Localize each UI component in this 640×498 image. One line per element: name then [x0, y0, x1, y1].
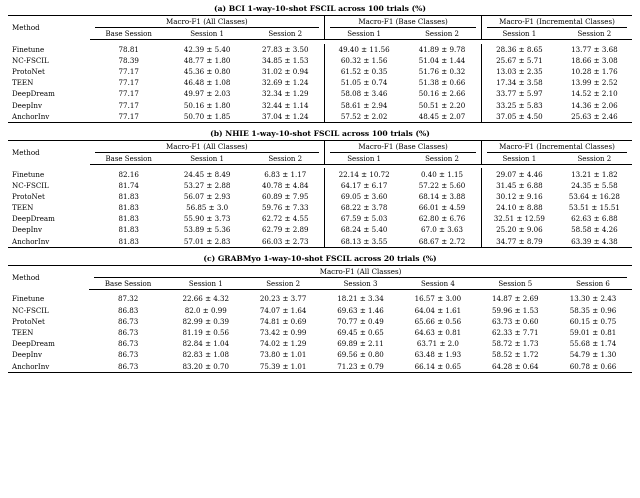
- cell: 13.77 ± 3.68: [571, 44, 618, 54]
- col-header-base-session-2: Session 2: [403, 154, 481, 165]
- table-row: [8, 168, 632, 179]
- cell: 49.40 ± 11.56: [325, 44, 403, 55]
- cell: 74.02 ± 1.29: [259, 339, 307, 349]
- cell: 58.52 ± 1.72: [492, 350, 539, 360]
- table-row: [8, 77, 632, 88]
- cell: 66.14 ± 0.65: [399, 360, 476, 372]
- row-method: NC-FSCIL: [12, 55, 49, 65]
- cell: 70.77 ± 0.49: [337, 316, 384, 326]
- cell: 68.22 ± 3.78: [325, 202, 403, 213]
- col-header-session-1: Session 1: [167, 279, 244, 290]
- col-header-session-2: Session 2: [246, 154, 324, 165]
- cell: 48.77 ± 1.80: [183, 55, 231, 65]
- table-row: [8, 236, 632, 248]
- cell: 22.66 ± 4.32: [182, 294, 230, 304]
- table-row: [8, 305, 632, 316]
- cell: 13.99 ± 2.52: [571, 78, 618, 88]
- cell: 54.79 ± 1.30: [569, 350, 617, 360]
- cell: 32.34 ± 1.29: [261, 89, 309, 99]
- cell: 46.48 ± 1.08: [183, 78, 231, 88]
- cell: 63.73 ± 0.60: [492, 316, 539, 326]
- col-header-base-session: Base Session: [90, 29, 168, 40]
- cell: 63.39 ± 4.38: [557, 236, 632, 248]
- table-row: [8, 180, 632, 191]
- cell: 73.42 ± 0.99: [259, 327, 307, 337]
- cell: 14.52 ± 2.10: [571, 89, 618, 99]
- cell: 69.63 ± 1.46: [337, 305, 384, 315]
- cell: 56.07 ± 2.93: [183, 191, 231, 201]
- row-method: Finetune: [12, 44, 45, 54]
- cell: 17.34 ± 3.58: [481, 77, 556, 88]
- cell: 63.48 ± 1.93: [414, 350, 462, 360]
- cell: 58.58 ± 4.26: [571, 225, 618, 235]
- cell: 13.03 ± 2.35: [481, 66, 556, 77]
- cell: 33.77 ± 5.97: [481, 88, 556, 99]
- cell: 49.97 ± 2.03: [183, 89, 231, 99]
- row-method: AnchorInv: [8, 236, 90, 248]
- cell: 82.0 ± 0.99: [184, 305, 227, 315]
- cell: 24.45 ± 8.49: [183, 169, 231, 179]
- cell: 32.69 ± 1.24: [261, 78, 309, 88]
- col-header-inc-session-2: Session 2: [557, 29, 632, 40]
- col-header-method: Method: [8, 16, 90, 40]
- col-header-session-2: Session 2: [244, 279, 321, 290]
- table-row: [8, 202, 632, 213]
- cell: 28.36 ± 8.65: [481, 44, 556, 55]
- row-method: DeepDream: [12, 89, 55, 99]
- table-row: [8, 191, 632, 202]
- cell: 58.61 ± 2.94: [325, 100, 403, 111]
- table-row: [8, 327, 632, 338]
- table-a-group-header: [8, 16, 632, 30]
- cell: 51.04 ± 1.44: [418, 55, 466, 65]
- cell: 68.24 ± 5.40: [325, 224, 403, 235]
- cell: 86.83: [117, 305, 139, 315]
- cell: 69.89 ± 2.11: [337, 339, 384, 349]
- cell: 41.89 ± 9.78: [418, 44, 466, 54]
- cell: 64.63 ± 0.81: [414, 327, 462, 337]
- cell: 18.66 ± 3.08: [571, 55, 618, 65]
- cell: 51.76 ± 0.32: [418, 67, 466, 77]
- table-block-c: [8, 254, 632, 373]
- results-table-b: [8, 140, 632, 248]
- table-c-sub-header: [8, 279, 632, 290]
- cell: 62.33 ± 7.71: [492, 327, 539, 337]
- cell: 75.39 ± 1.01: [244, 360, 321, 372]
- col-header-base-session: Base Session: [89, 279, 167, 290]
- cell: 67.59 ± 5.03: [325, 213, 403, 224]
- cell: 66.01 ± 4.59: [418, 203, 466, 213]
- col-header-session-3: Session 3: [322, 279, 399, 290]
- table-caption-c: (c) GRABMyo 1-way-10-shot FSCIL across 20 trials (%): [203, 253, 437, 263]
- cell: 31.02 ± 0.94: [261, 67, 309, 77]
- col-header-inc-session-1: Session 1: [481, 29, 556, 40]
- table-row: [8, 55, 632, 66]
- cell: 81.74: [118, 180, 139, 190]
- cell: 53.89 ± 5.36: [183, 225, 231, 235]
- cell: 87.32: [117, 294, 139, 304]
- table-row: [8, 88, 632, 99]
- col-header-inc-session-2: Session 2: [557, 154, 632, 165]
- col-header-method: Method: [8, 140, 90, 164]
- table-row: [8, 100, 632, 111]
- cell: 59.96 ± 1.53: [492, 305, 539, 315]
- cell: 50.70 ± 1.85: [168, 111, 246, 123]
- cell: 58.08 ± 3.46: [325, 88, 403, 99]
- cell: 51.38 ± 0.66: [418, 78, 466, 88]
- row-method: Finetune: [12, 294, 45, 304]
- cell: 13.30 ± 2.43: [569, 294, 617, 304]
- col-header-session-2: Session 2: [246, 29, 324, 40]
- table-row: [8, 111, 632, 123]
- group-header-all: Macro-F1 (All Classes): [90, 140, 325, 154]
- row-method: Finetune: [12, 169, 45, 179]
- table-row: [8, 316, 632, 327]
- cell: 86.73: [117, 339, 139, 349]
- cell: 67.0 ± 3.63: [421, 225, 464, 235]
- cell: 60.89 ± 7.95: [261, 191, 309, 201]
- cell: 50.16 ± 1.80: [183, 100, 231, 110]
- row-method: TEEN: [12, 78, 34, 88]
- results-table-a: [8, 15, 632, 123]
- cell: 86.73: [89, 360, 167, 372]
- col-header-session-5: Session 5: [477, 279, 554, 290]
- cell: 69.45 ± 0.65: [337, 327, 384, 337]
- cell: 62.72 ± 4.55: [261, 214, 309, 224]
- table-row: [8, 338, 632, 349]
- cell: 81.19 ± 0.56: [182, 327, 230, 337]
- cell: 25.20 ± 9.06: [481, 224, 556, 235]
- cell: 59.76 ± 7.33: [261, 203, 309, 213]
- row-method: NC-FSCIL: [12, 305, 49, 315]
- table-row: [8, 360, 632, 372]
- group-header-incremental: Macro-F1 (Incremental Classes): [481, 16, 632, 30]
- cell: 86.73: [117, 316, 139, 326]
- cell: 82.99 ± 0.39: [182, 316, 230, 326]
- cell: 24.10 ± 8.88: [481, 202, 556, 213]
- cell: 50.51 ± 2.20: [418, 100, 466, 110]
- cell: 74.07 ± 1.64: [259, 305, 307, 315]
- cell: 24.35 ± 5.58: [571, 180, 618, 190]
- cell: 86.73: [117, 327, 139, 337]
- cell: 37.05 ± 4.50: [481, 111, 556, 123]
- row-method: DeepDream: [12, 339, 55, 349]
- cell: 25.63 ± 2.46: [557, 111, 632, 123]
- cell: 31.45 ± 6.88: [481, 180, 556, 191]
- cell: 40.78 ± 4.84: [261, 180, 309, 190]
- cell: 86.73: [117, 350, 139, 360]
- cell: 81.83: [90, 236, 168, 248]
- cell: 77.17: [118, 89, 139, 99]
- col-header-session-4: Session 4: [399, 279, 476, 290]
- cell: 32.51 ± 12.59: [481, 213, 556, 224]
- cell: 14.36 ± 2.06: [571, 100, 618, 110]
- group-header-all: Macro-F1 (All Classes): [89, 265, 632, 279]
- cell: 62.63 ± 6.88: [571, 214, 618, 224]
- group-header-base: Macro-F1 (Base Classes): [325, 16, 482, 30]
- cell: 58.35 ± 0.96: [569, 305, 617, 315]
- table-a-sub-header: [8, 29, 632, 40]
- cell: 20.23 ± 3.77: [259, 294, 307, 304]
- cell: 14.87 ± 2.69: [492, 294, 539, 304]
- cell: 57.52 ± 2.02: [325, 111, 403, 123]
- cell: 53.27 ± 2.88: [183, 180, 231, 190]
- cell: 68.67 ± 2.72: [403, 236, 481, 248]
- cell: 68.13 ± 3.55: [325, 236, 403, 248]
- cell: 56.85 ± 3.0: [186, 203, 229, 213]
- results-table-c: [8, 265, 632, 373]
- cell: 81.83: [118, 214, 139, 224]
- row-method: ProtoNet: [12, 316, 45, 326]
- table-c-group-header: [8, 265, 632, 279]
- cell: 18.21 ± 3.34: [337, 294, 384, 304]
- cell: 32.44 ± 1.14: [261, 100, 309, 110]
- table-row: [8, 66, 632, 77]
- cell: 74.81 ± 0.69: [259, 316, 307, 326]
- cell: 73.80 ± 1.01: [259, 350, 307, 360]
- row-method: DeepInv: [12, 100, 43, 110]
- cell: 55.90 ± 3.73: [183, 214, 231, 224]
- row-method: TEEN: [12, 203, 34, 213]
- table-b-sub-header: [8, 154, 632, 165]
- table-row: [8, 349, 632, 360]
- cell: 77.17: [90, 111, 168, 123]
- cell: 82.16: [118, 169, 139, 179]
- group-header-base: Macro-F1 (Base Classes): [325, 140, 482, 154]
- cell: 45.36 ± 0.80: [183, 67, 231, 77]
- col-header-method: Method: [8, 265, 89, 289]
- cell: 16.57 ± 3.00: [414, 294, 462, 304]
- cell: 50.16 ± 2.66: [418, 89, 466, 99]
- cell: 61.52 ± 0.35: [325, 66, 403, 77]
- cell: 69.56 ± 0.80: [337, 350, 384, 360]
- group-header-incremental: Macro-F1 (Incremental Classes): [481, 140, 632, 154]
- cell: 78.39: [118, 55, 139, 65]
- cell: 81.83: [118, 203, 139, 213]
- col-header-base-session-2: Session 2: [403, 29, 481, 40]
- cell: 53.51 ± 15.51: [568, 203, 620, 213]
- table-caption-b: (b) NHIE 1-way-10-shot FSCIL across 100 trials (%): [210, 128, 430, 138]
- cell: 34.77 ± 8.79: [481, 236, 556, 248]
- col-header-session-1: Session 1: [168, 154, 246, 165]
- cell: 68.14 ± 3.88: [418, 191, 466, 201]
- table-row: [8, 293, 632, 304]
- cell: 55.68 ± 1.74: [569, 339, 617, 349]
- table-b-group-header: [8, 140, 632, 154]
- cell: 53.64 ± 16.28: [568, 191, 620, 201]
- col-header-inc-session-1: Session 1: [481, 154, 556, 165]
- cell: 65.66 ± 0.56: [414, 316, 462, 326]
- cell: 77.17: [118, 67, 139, 77]
- cell: 60.78 ± 0.66: [554, 360, 632, 372]
- col-header-session-6: Session 6: [554, 279, 632, 290]
- cell: 42.39 ± 5.40: [183, 44, 231, 54]
- cell: 57.22 ± 5.60: [418, 180, 466, 190]
- cell: 63.71 ± 2.0: [416, 339, 459, 349]
- cell: 60.32 ± 1.56: [325, 55, 403, 66]
- cell: 30.12 ± 9.16: [481, 191, 556, 202]
- cell: 29.07 ± 4.46: [481, 168, 556, 179]
- cell: 37.04 ± 1.24: [246, 111, 324, 123]
- cell: 69.05 ± 3.60: [325, 191, 403, 202]
- cell: 77.17: [118, 100, 139, 110]
- row-method: DeepInv: [12, 225, 43, 235]
- row-method: DeepInv: [12, 350, 43, 360]
- row-method: ProtoNet: [12, 67, 45, 77]
- cell: 81.83: [118, 225, 139, 235]
- cell: 64.28 ± 0.64: [477, 360, 554, 372]
- table-row: [8, 44, 632, 55]
- cell: 64.04 ± 1.61: [414, 305, 462, 315]
- cell: 82.83 ± 1.08: [182, 350, 230, 360]
- group-header-all: Macro-F1 (All Classes): [90, 16, 325, 30]
- cell: 10.28 ± 1.76: [571, 67, 618, 77]
- cell: 81.83: [118, 191, 139, 201]
- table-block-a: [8, 4, 632, 123]
- cell: 27.83 ± 3.50: [261, 44, 309, 54]
- cell: 83.20 ± 0.70: [167, 360, 244, 372]
- row-method: DeepDream: [12, 214, 55, 224]
- table-row: [8, 224, 632, 235]
- row-method: AnchorInv: [8, 360, 89, 372]
- row-method: NC-FSCIL: [12, 180, 49, 190]
- table-block-b: [8, 129, 632, 248]
- cell: 59.01 ± 0.81: [569, 327, 617, 337]
- table-row: [8, 213, 632, 224]
- cell: 48.45 ± 2.07: [403, 111, 481, 123]
- cell: 33.25 ± 5.83: [481, 100, 556, 111]
- col-header-session-1: Session 1: [168, 29, 246, 40]
- cell: 0.40 ± 1.15: [421, 169, 464, 179]
- cell: 64.17 ± 6.17: [325, 180, 403, 191]
- row-method: ProtoNet: [12, 191, 45, 201]
- cell: 25.67 ± 5.71: [481, 55, 556, 66]
- cell: 34.85 ± 1.53: [261, 55, 309, 65]
- cell: 62.79 ± 2.89: [261, 225, 309, 235]
- cell: 6.83 ± 1.17: [264, 169, 307, 179]
- row-method: AnchorInv: [8, 111, 90, 123]
- cell: 62.80 ± 6.76: [418, 214, 466, 224]
- cell: 51.05 ± 0.74: [325, 77, 403, 88]
- cell: 58.72 ± 1.73: [492, 339, 539, 349]
- cell: 60.15 ± 0.75: [569, 316, 617, 326]
- cell: 22.14 ± 10.72: [325, 168, 403, 179]
- cell: 57.01 ± 2.83: [168, 236, 246, 248]
- row-method: TEEN: [12, 327, 34, 337]
- cell: 66.03 ± 2.73: [246, 236, 324, 248]
- cell: 71.23 ± 0.79: [322, 360, 399, 372]
- col-header-base-session-1: Session 1: [325, 154, 403, 165]
- col-header-base-session: Base Session: [90, 154, 168, 165]
- cell: 77.17: [118, 78, 139, 88]
- cell: 78.81: [118, 44, 139, 54]
- col-header-base-session-1: Session 1: [325, 29, 403, 40]
- cell: 13.21 ± 1.82: [571, 169, 618, 179]
- cell: 82.84 ± 1.04: [182, 339, 230, 349]
- table-caption-a: (a) BCI 1-way-10-shot FSCIL across 100 trials (%): [213, 4, 426, 13]
